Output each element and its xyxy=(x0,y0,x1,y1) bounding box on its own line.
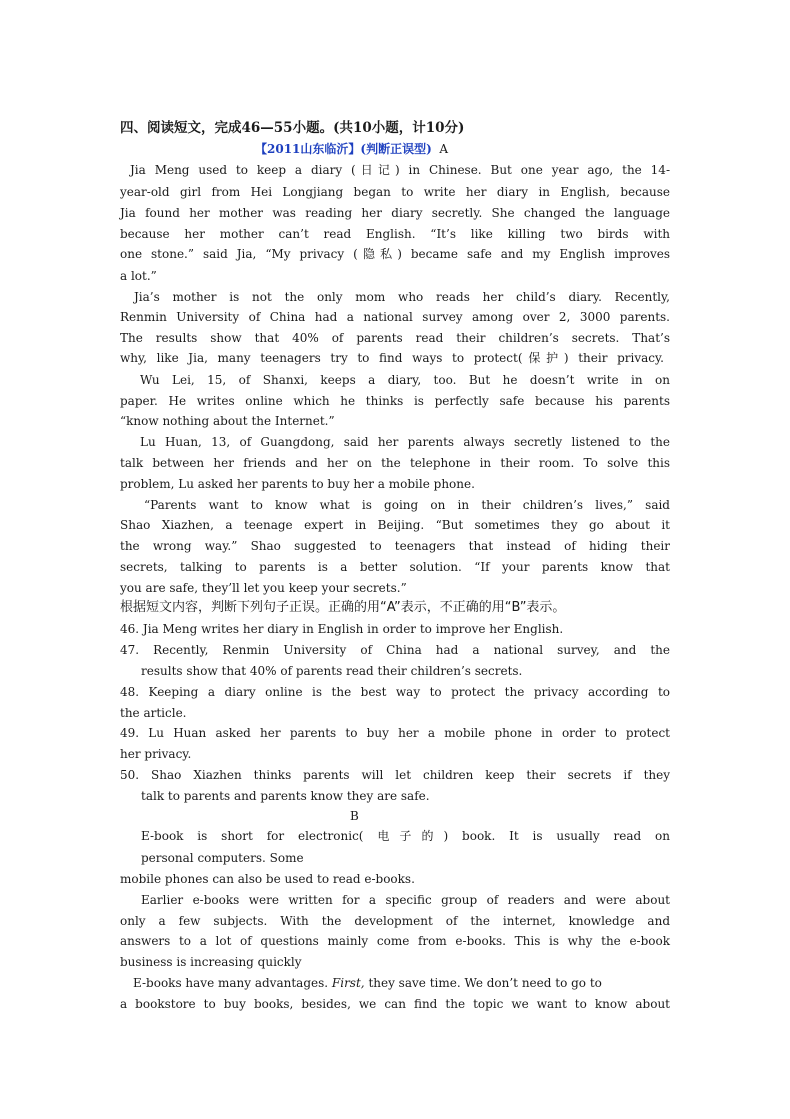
passage-a-line: talk between her friends and her on the telephone in their room. To solve this xyxy=(120,456,670,470)
line-prefix: E-books have many advantages. xyxy=(133,976,329,990)
passage-b-line xyxy=(133,975,670,991)
emphasis-first: First, xyxy=(331,976,365,990)
question: 48. Keeping a diary online is the best way to protect the privacy according to xyxy=(120,685,670,699)
passage-a-line: one stone.” said Jia, “My privacy (隐私) became safe and my English improves xyxy=(120,247,670,261)
passage-a-line: secrets, talking to parents is a better solution. “If your parents know that xyxy=(120,560,670,574)
passage-a-line: because her mother can’t read English. “It’s like killing two birds with xyxy=(120,227,670,241)
passage-a-line: Wu Lei, 15, of Shanxi, keeps a diary, too. But he doesn’t write in on xyxy=(140,373,670,387)
passage-b-line: answers to a lot of questions mainly come from e-books. This is why the e-book xyxy=(120,934,670,948)
passage-a-line: the wrong way.” Shao suggested to teenagers that instead of hiding their xyxy=(120,539,670,553)
passage-a-line: why, like Jia, many teenagers try to find ways to protect(保护) their privacy. xyxy=(120,351,664,365)
passage-b-line: business is increasing quickly xyxy=(120,955,302,969)
question: 47. Recently, Renmin University of China had a national survey, and the xyxy=(120,643,670,657)
passage-b-label: B xyxy=(350,809,359,823)
passage-a-line: you are safe, they’ll let you keep your secrets.” xyxy=(120,581,407,595)
line-rest: they save time. We don’t need to go to xyxy=(368,976,602,990)
passage-b-line: a bookstore to buy books, besides, we can find the topic we want to know about xyxy=(120,997,670,1011)
passage-b-line: E-book is short for electronic( 电子的) book. It is usually read on xyxy=(141,829,670,843)
passage-a-line: year-old girl from Hei Longjiang began to write her diary in English, because xyxy=(120,185,670,199)
instruction: 根据短文内容，判断下列句子正误。正确的用“A”表示，不正确的用“B”表示。 xyxy=(120,600,566,615)
question: 49. Lu Huan asked her parents to buy her a mobile phone in order to protect xyxy=(120,726,670,740)
passage-b-line: mobile phones can also be used to read e-books. xyxy=(120,872,415,886)
passage-a-line: Renmin University of China had a national survey among over 2, 3000 parents. xyxy=(120,310,670,324)
passage-a-line: “know nothing about the Internet.” xyxy=(120,414,335,428)
question-continuation: talk to parents and parents know they are safe. xyxy=(141,789,430,803)
passage-a-line: Jia’s mother is not the only mom who reads her child’s diary. Recently, xyxy=(134,290,670,304)
passage-a-line: a lot.” xyxy=(120,269,157,283)
passage-a-line: “Parents want to know what is going on in their children’s lives,” said xyxy=(144,498,670,512)
passage-a-line: The results show that 40% of parents read their children’s secrets. That’s xyxy=(120,331,670,345)
passage-a-line: Jia Meng used to keep a diary (日记) in Chinese. But one year ago, the 14- xyxy=(130,163,670,177)
passage-b-line: personal computers. Some xyxy=(141,851,304,865)
passage-b-line: only a few subjects. With the development of the internet, knowledge and xyxy=(120,914,670,928)
passage-a-line: Shao Xiazhen, a teenage expert in Beijing. “But sometimes they go about it xyxy=(120,518,670,532)
question: 46. Jia Meng writes her diary in English in order to improve her English. xyxy=(120,622,564,636)
question: 50. Shao Xiazhen thinks parents will let children keep their secrets if they xyxy=(120,768,670,782)
passage-a-header xyxy=(255,141,585,157)
question-continuation: results show that 40% of parents read their children’s secrets. xyxy=(141,664,523,678)
section-heading: 四、阅读短文，完成46—55小题。(共10小题，计10分) xyxy=(120,120,465,136)
passage-a-line: problem, Lu asked her parents to buy her a mobile phone. xyxy=(120,477,475,491)
source-tag: 【2011山东临沂】(判断正误型) xyxy=(255,142,432,156)
passage-a-line: Jia found her mother was reading her diary secretly. She changed the language xyxy=(120,206,670,220)
passage-a-label: A xyxy=(439,142,449,156)
passage-b-line: Earlier e-books were written for a specific group of readers and were about xyxy=(141,893,670,907)
passage-a-line: paper. He writes online which he thinks is perfectly safe because his parents xyxy=(120,394,670,408)
question-continuation: her privacy. xyxy=(120,747,192,761)
passage-a-line: Lu Huan, 13, of Guangdong, said her parents always secretly listened to the xyxy=(140,435,670,449)
question-continuation: the article. xyxy=(120,706,187,720)
